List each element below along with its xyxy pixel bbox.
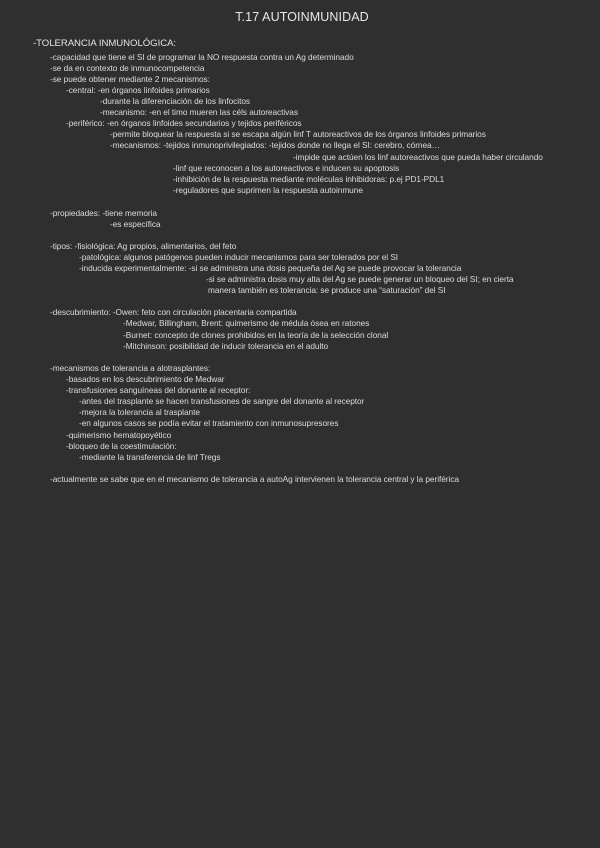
- text-line: -periférico: -en órganos linfoides secundarios y tejidos periféricos: [66, 118, 302, 128]
- text-line: -durante la diferenciación de los linfocitos: [100, 96, 250, 106]
- text-line: -permite bloquear la respuesta si se escapa algún linf T autoreactivos de los órganos linfoides primarios: [110, 129, 486, 139]
- text-line: -antes del trasplante se hacen transfusiones de sangre del donante al receptor: [79, 396, 365, 406]
- text-line: -propiedades: -tiene memoria: [50, 208, 157, 218]
- text-line: -se puede obtener mediante 2 mecanismos:: [50, 74, 210, 84]
- text-line: -en algunos casos se podía evitar el tratamiento con inmunosupresores: [79, 418, 339, 428]
- text-line: -si se administra dosis muy alta del Ag se puede generar un bloqueo del SI; en cierta: [206, 274, 514, 284]
- text-line: -linf que reconocen a los autoreactivos e inducen su apoptosis: [173, 163, 400, 173]
- text-line: -descubrimiento: -Owen: feto con circulación placentaria compartida: [50, 307, 297, 317]
- text-line: -quimerismo hematopoyético: [66, 430, 172, 440]
- text-line: -se da en contexto de inmunocompetencia: [50, 63, 205, 73]
- text-line: -inhibición de la respuesta mediante moléculas inhibidoras: p.ej PD1-PDL1: [173, 174, 445, 184]
- text-line: -mecanismo: -en el timo mueren las céls autoreactivas: [100, 107, 298, 117]
- text-line: -tipos: -fisiológica: Ag propios, alimentarios, del feto: [50, 241, 237, 251]
- text-line: -Medwar, Billingham, Brent: quimerismo de médula ósea en ratones: [123, 318, 370, 328]
- text-line: -patológica: algunos patógenos pueden inducir mecanismos para ser tolerados por el SI: [79, 252, 399, 262]
- text-line: -actualmente se sabe que en el mecanismo de tolerancia a autoAg intervienen la tolerancia central y la periférica: [50, 474, 459, 484]
- text-line: -transfusiones sanguíneas del donante al receptor:: [66, 385, 251, 395]
- text-line: manera también es tolerancia: se produce una “saturación” del SI: [208, 285, 446, 295]
- text-line: -bloqueo de la coestimulación:: [66, 441, 177, 451]
- text-line: -inducida experimentalmente: -si se administra una dosis pequeña del Ag se puede provocar la tolerancia: [79, 263, 462, 273]
- text-line: -mejora la tolerancia al trasplante: [79, 407, 200, 417]
- text-line: -impide que actúen los linf autoreactivos que pueda haber circulando: [293, 152, 543, 162]
- text-line: -mediante la transferencia de linf Tregs: [79, 452, 221, 462]
- text-line: -mecanismos de tolerancia a alotrasplantes:: [50, 363, 211, 373]
- text-line: -capacidad que tiene el SI de programar la NO respuesta contra un Ag determinado: [50, 52, 354, 62]
- text-line: -Mitchinson: posibilidad de inducir tolerancia en el adulto: [123, 341, 329, 351]
- text-line: -es específica: [110, 219, 161, 229]
- document-title: T.17 AUTOINMUNIDAD: [235, 10, 369, 24]
- text-line: -Burnet: concepto de clones prohibidos en la teoría de la selección clonal: [123, 330, 389, 340]
- section-heading: -TOLERANCIA INMUNOLÓGICA:: [33, 38, 177, 49]
- text-line: -mecanismos: -tejidos inmunoprivilegiados: -tejidos donde no llega el SI: cerebro, córnea…: [110, 140, 440, 150]
- text-line: -basados en los descubrimiento de Medwar: [66, 374, 225, 384]
- text-line: -reguladores que suprimen la respuesta autoinmune: [173, 185, 363, 195]
- text-line: -central: -en órganos linfoides primarios: [66, 85, 210, 95]
